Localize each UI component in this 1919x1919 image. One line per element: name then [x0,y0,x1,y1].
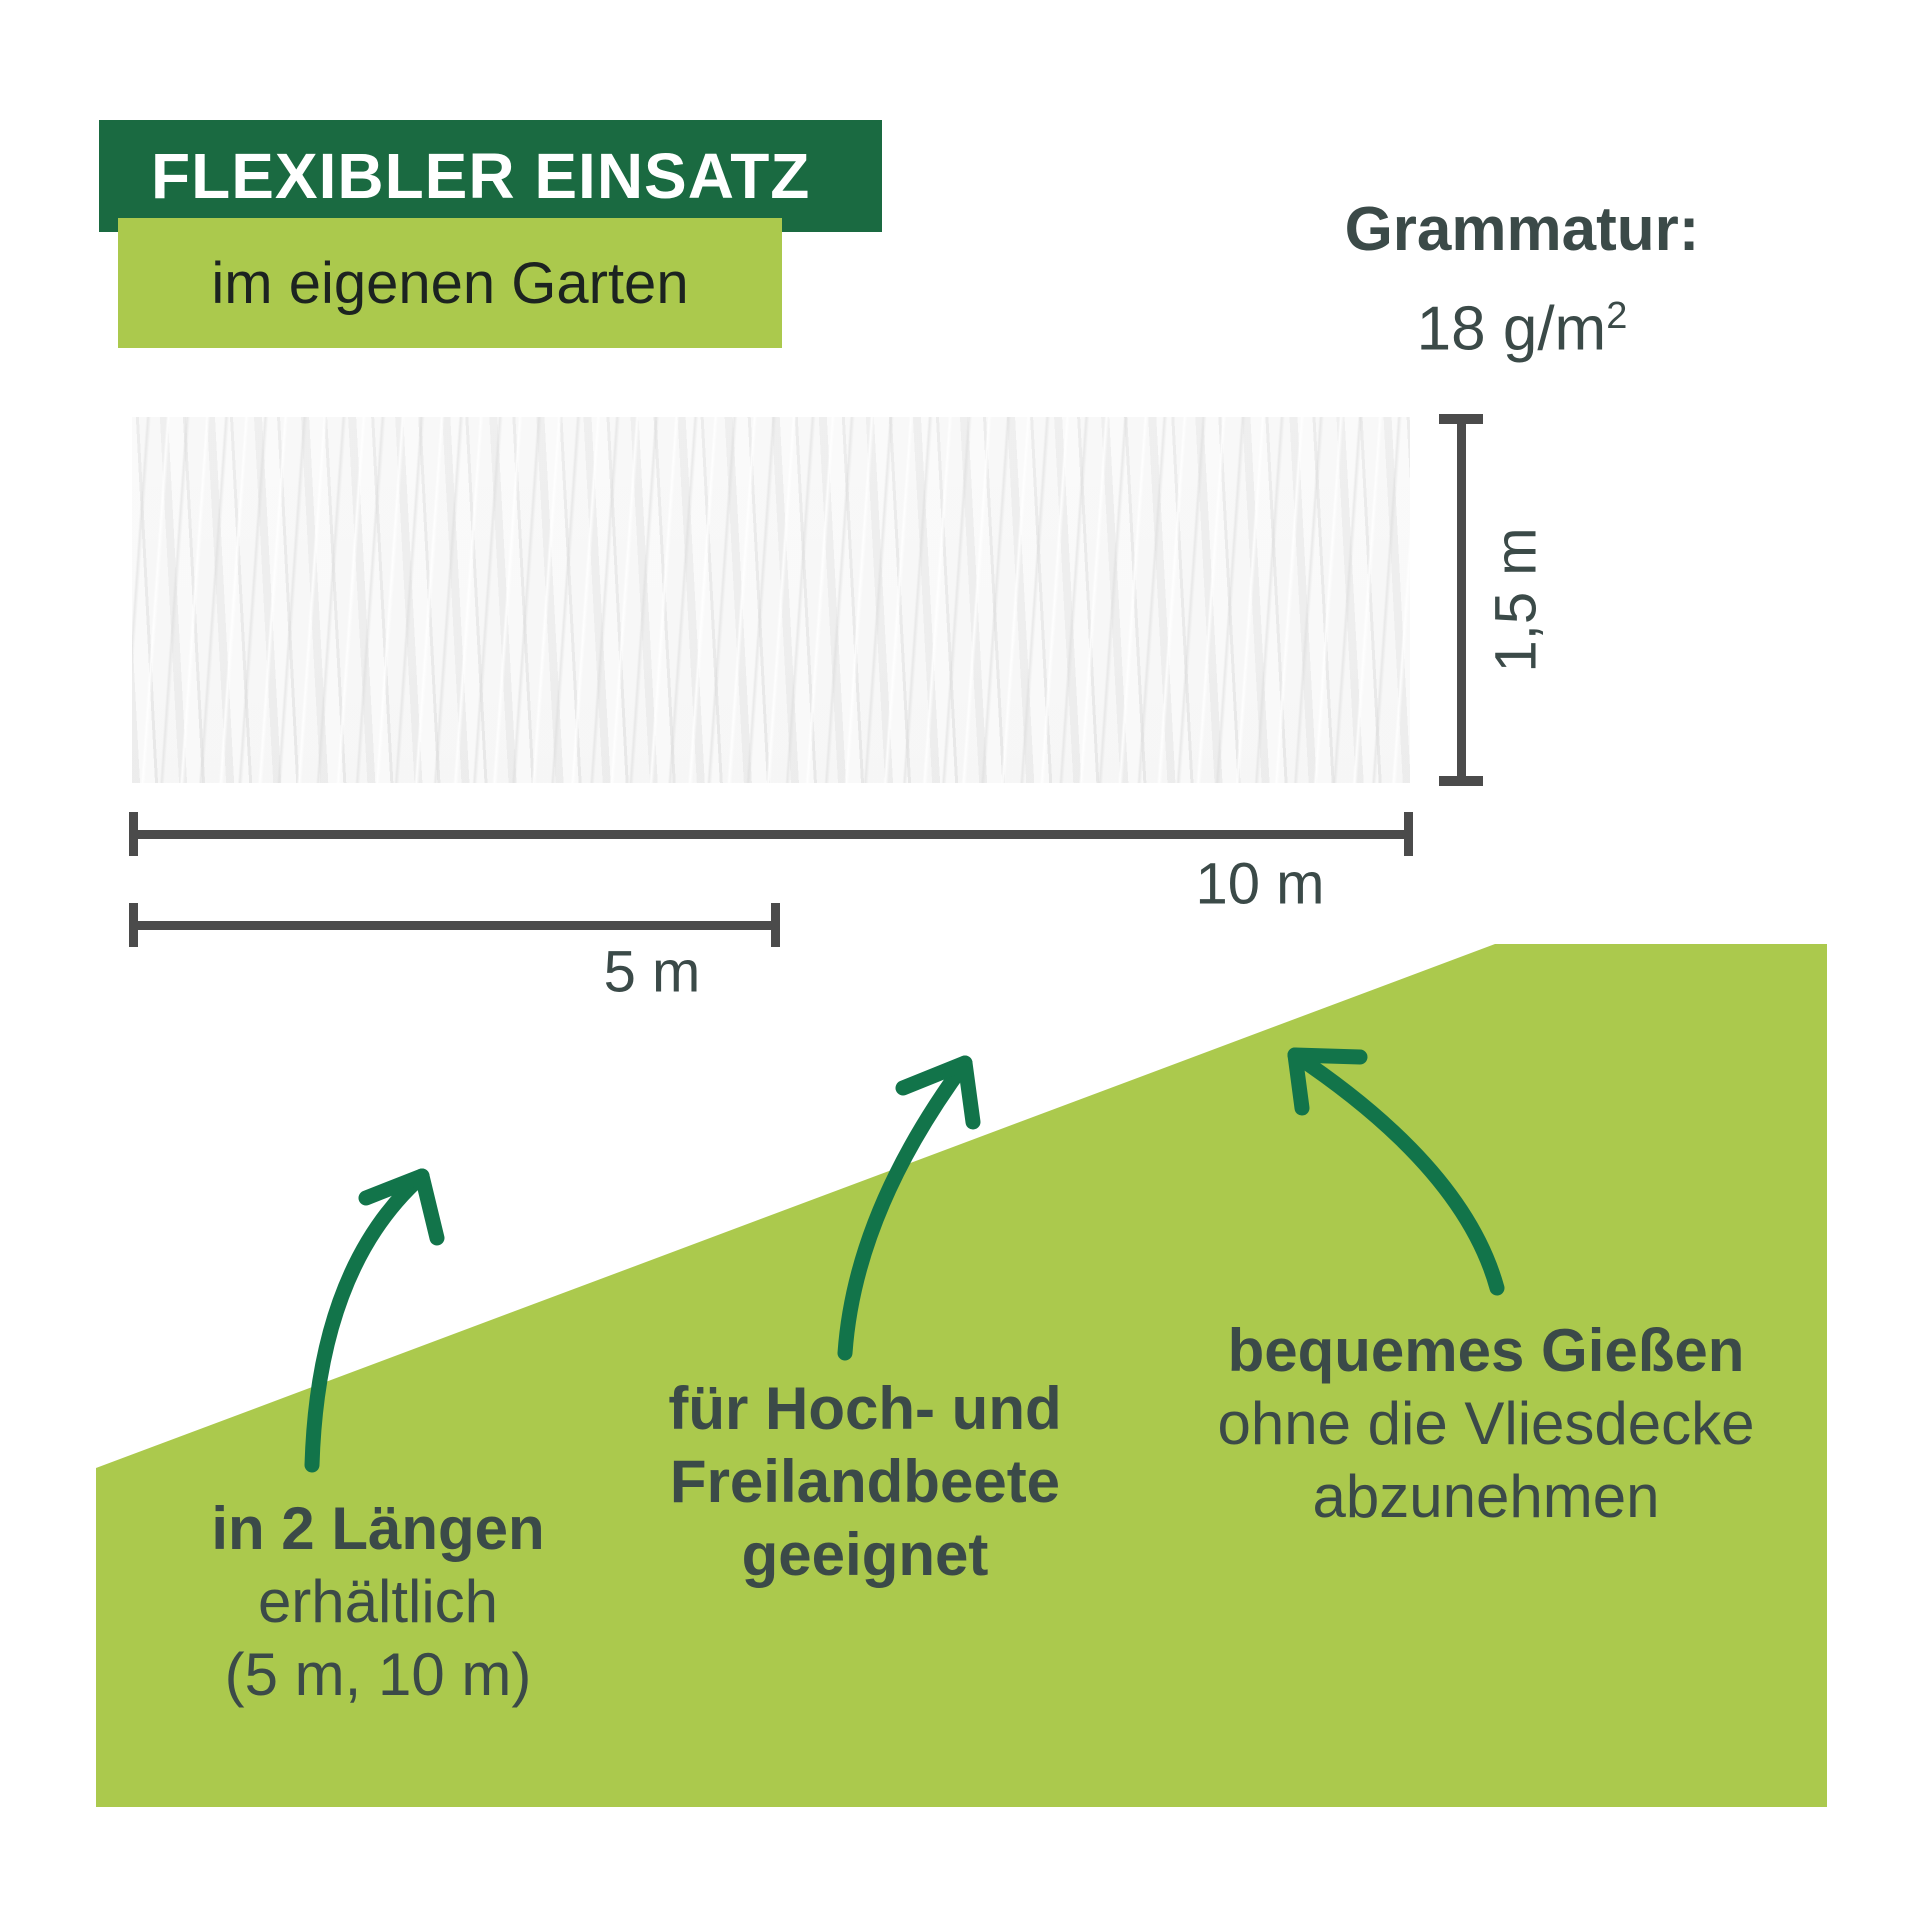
subtitle-banner [118,218,782,348]
dimension-label-height: 1,5 m [1483,527,1549,673]
feature-lengths-line1: in 2 Längen [211,1495,545,1562]
feature-beds [668,1372,1061,1591]
grammage-label: Grammatur: [1344,195,1700,264]
title-banner [99,120,882,232]
feature-lengths-line3: (5 m, 10 m) [224,1641,532,1708]
dimension-label-length: 10 m [1195,851,1325,917]
feature-lengths-line2: erhältlich [257,1568,499,1635]
grammage-superscript: 2 [1606,295,1628,337]
feature-lengths [211,1492,544,1711]
feature-watering-line2: ohne die Vliesdecke [1217,1390,1755,1457]
feature-watering-line3: abzunehmen [1312,1463,1660,1530]
dimension-label-half-length: 5 m [603,939,701,1005]
feature-beds-line1: für Hoch- und [668,1375,1062,1442]
feature-beds-line3: geeignet [741,1521,989,1588]
grammage-info [1345,187,1700,373]
grammage-value [1345,273,1700,373]
feature-watering [1217,1314,1754,1533]
grammage-value-text: 18 g/m [1416,294,1607,364]
subtitle-banner-label: im eigenen Garten [211,250,689,316]
feature-beds-line2: Freilandbeete [669,1448,1061,1515]
feature-watering-line1: bequemes Gießen [1227,1317,1745,1384]
title-banner-label: FLEXIBLER EINSATZ [151,140,811,212]
